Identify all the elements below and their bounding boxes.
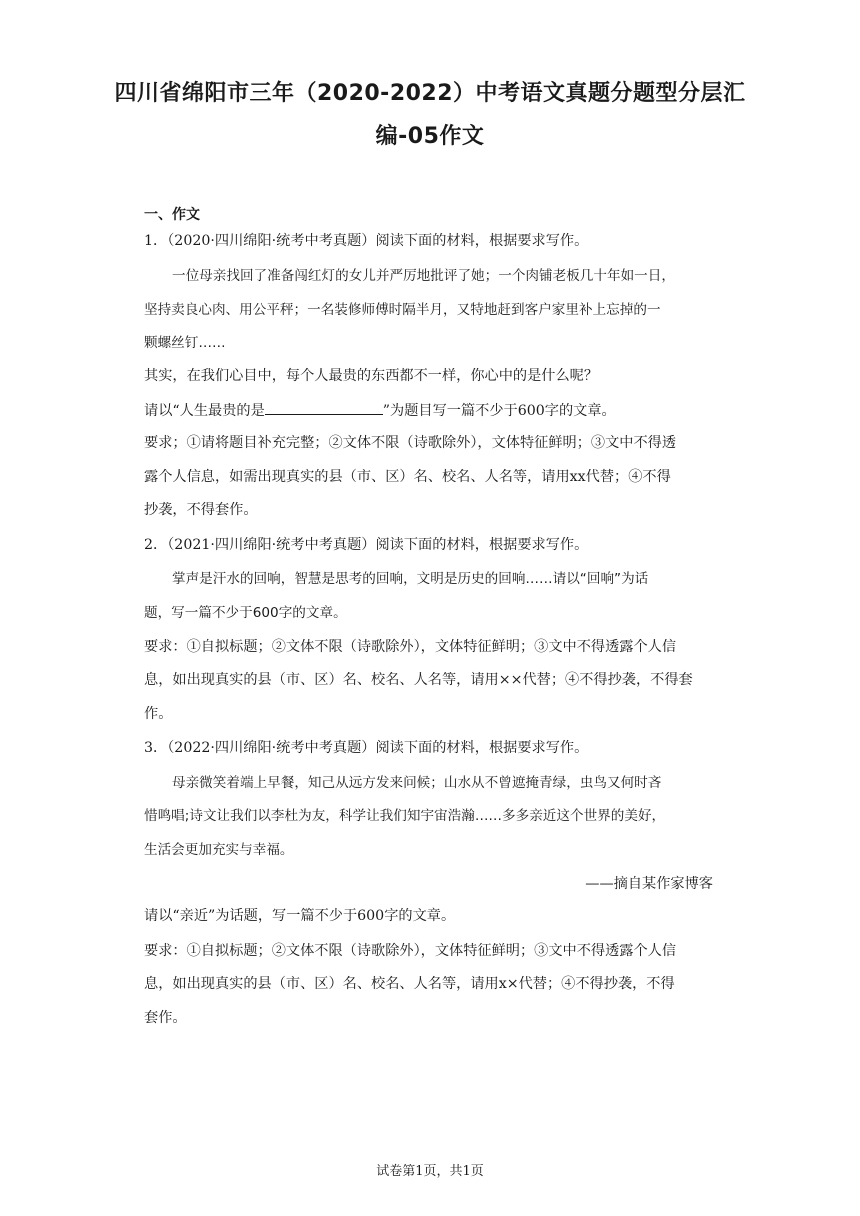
document-title-line-1: 四川省绵阳市三年（2020-2022）中考语文真题分题型分层汇 <box>114 81 746 106</box>
question-2-requirement-line: 要求：①自拟标题；②文体不限（诗歌除外），文体特征鲜明；③文中不得透露个人信 <box>144 639 677 655</box>
question-1-material-line: 一位母亲找回了准备闯红灯的女儿并严厉地批评了她；一个肉铺老板几十年如一日， <box>172 268 675 284</box>
question-1-title-prompt <box>144 399 616 421</box>
fill-in-blank <box>265 399 383 415</box>
page-footer: 试卷第1页，共1页 <box>376 1164 484 1179</box>
document-title-line-2: 编-05作文 <box>375 124 485 149</box>
question-2-material-line: 掌声是汗水的回响，智慧是思考的回响，文明是历史的回响……请以“回响”为话 <box>172 571 649 587</box>
title-prompt-after: ”为题目写一篇不少于600字的文章。 <box>382 403 616 419</box>
question-3-requirement-line: 息，如出现真实的县（市、区）名、校名、人名等，请用x×代替；④不得抄袭，不得 <box>144 976 675 992</box>
section-heading: 一、作文 <box>144 207 200 223</box>
question-3-material-line: 母亲微笑着端上早餐，知己从远方发来问候；山水从不曾遮掩青绿，虫鸟又何时吝 <box>172 775 662 791</box>
title-prompt-before: 请以“人生最贵的是 <box>144 403 265 419</box>
question-3-requirement-line: 要求：①自拟标题；②文体不限（诗歌除外），文体特征鲜明；③文中不得透露个人信 <box>144 943 677 959</box>
question-3-prompt: 请以“亲近”为话题，写一篇不少于600字的文章。 <box>144 908 456 924</box>
question-1-text-line: 其实，在我们心目中，每个人最贵的东西都不一样，你心中的是什么呢？ <box>144 368 599 384</box>
question-3-source: ——摘自某作家博客 <box>585 876 713 892</box>
question-3-header: 3．（2022·四川绵阳·统考中考真题）阅读下面的材料，根据要求写作。 <box>144 740 589 756</box>
question-2-requirement-line: 作。 <box>144 706 173 722</box>
question-2-requirement-line: 息，如出现真实的县（市、区）名、校名、人名等，请用××代替；④不得抄袭，不得套 <box>144 672 693 688</box>
question-3-material-line: 惜鸣唱;诗文让我们以李杜为友，科学让我们知宇宙浩瀚……多多亲近这个世界的美好， <box>144 808 666 824</box>
question-1-header: 1．（2020·四川绵阳·统考中考真题）阅读下面的材料，根据要求写作。 <box>144 233 589 249</box>
question-2-header: 2．（2021·四川绵阳·统考中考真题）阅读下面的材料，根据要求写作。 <box>144 537 589 553</box>
question-1-material-line: 颗螺丝钉…… <box>144 335 226 351</box>
question-1-requirement-line: 抄袭，不得套作。 <box>144 502 258 518</box>
question-3-material-line: 生活会更加充实与幸福。 <box>144 842 294 858</box>
question-3-requirement-line: 套作。 <box>144 1010 187 1026</box>
question-1-requirement-line: 露个人信息，如需出现真实的县（市、区）名、校名、人名等，请用xx代替；④不得 <box>144 469 671 485</box>
question-1-requirement-line: 要求；①请将题目补充完整；②文体不限（诗歌除外），文体特征鲜明；③文中不得透 <box>144 435 677 451</box>
question-1-material-line: 坚持卖良心肉、用公平秤；一名装修师傅时隔半月，又特地赶到客户家里补上忘掉的一 <box>144 302 661 318</box>
question-2-material-line: 题，写一篇不少于600字的文章。 <box>144 605 347 621</box>
